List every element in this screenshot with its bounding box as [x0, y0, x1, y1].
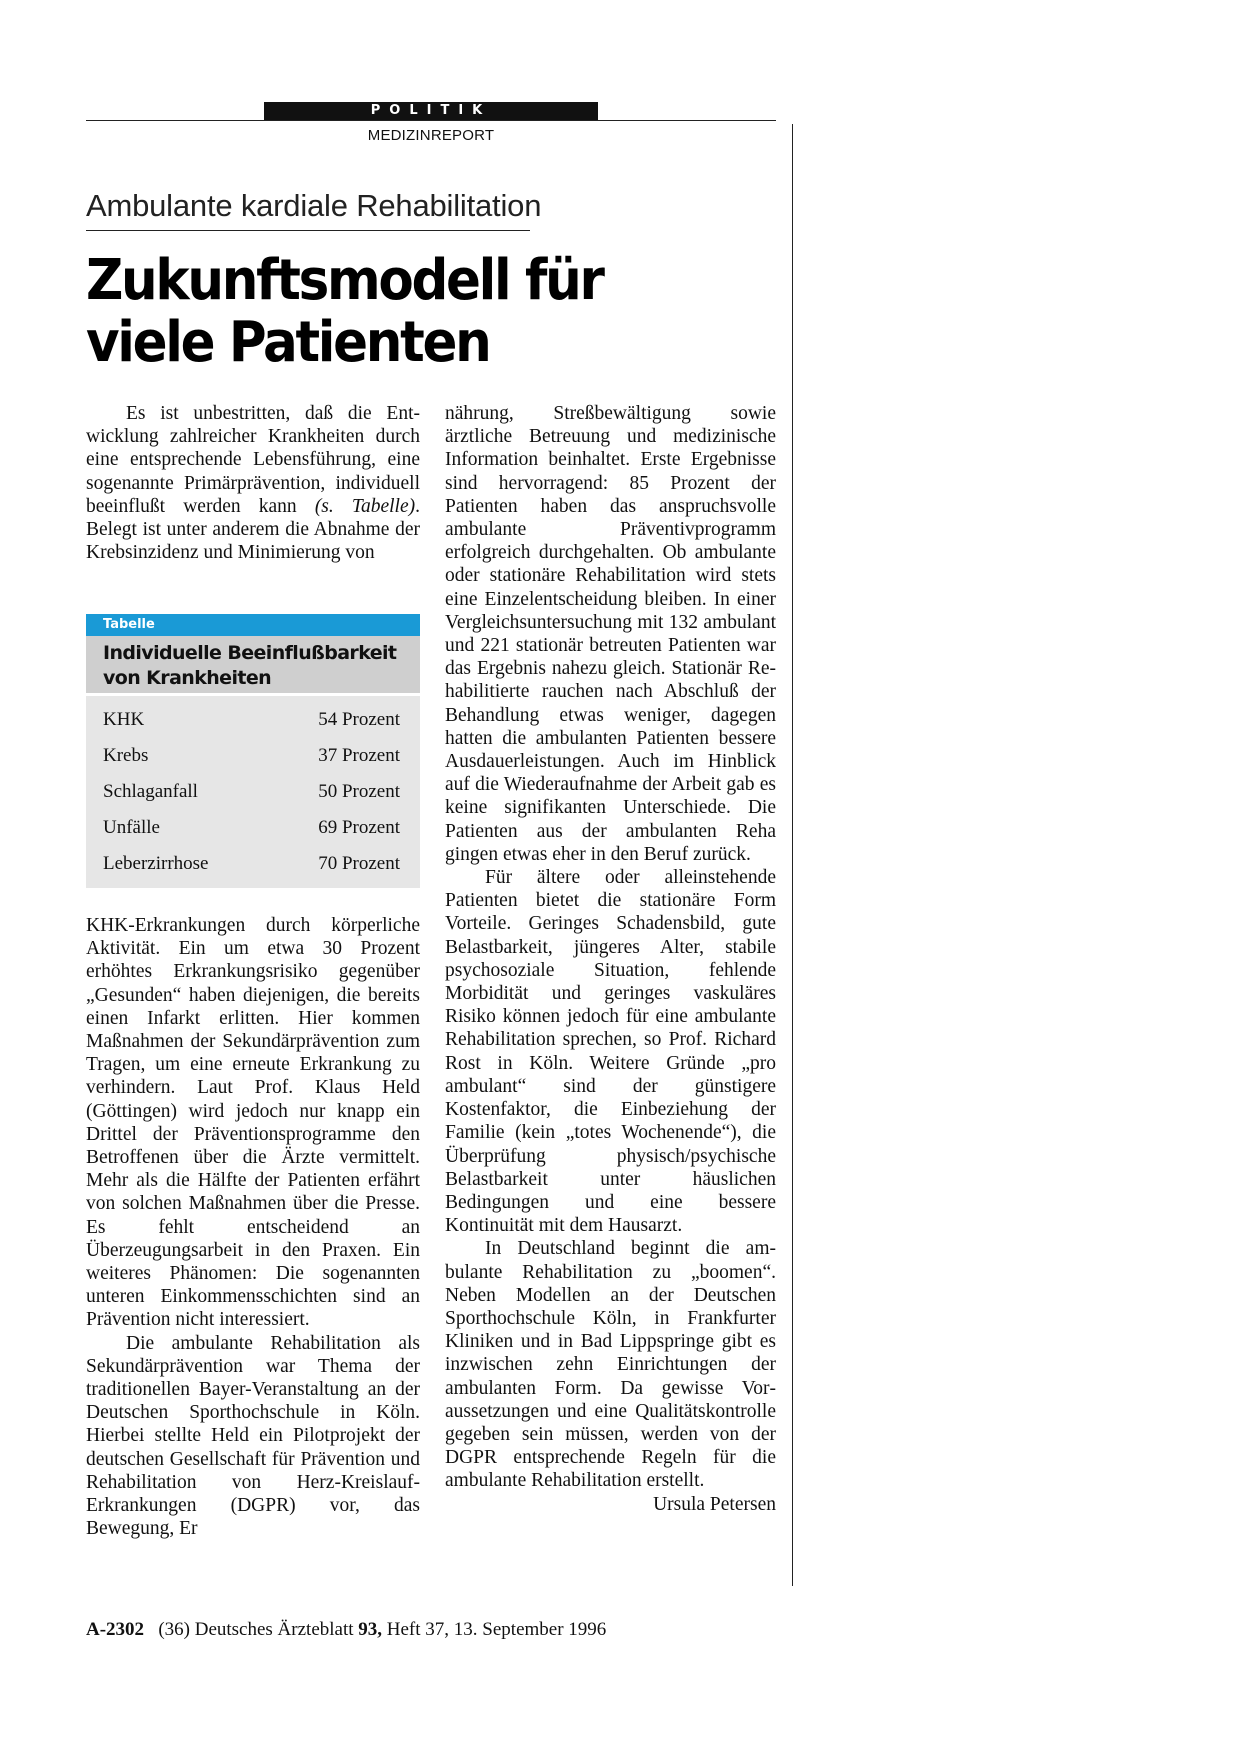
journal-name: (36) Deutsches Ärzteblatt [158, 1619, 354, 1640]
page-footer [86, 1619, 606, 1641]
paragraph-text: Es ist unbestritten, daß die Entwicklung zahlreicher Krankheiten durch eine entsprechende Lebensführung, eine sogenannte Primärprävention, individuell beeinflußt werden kann [86, 403, 420, 517]
paragraph: Für ältere oder alleinstehende Patienten bietet die stationäre Form Vorteile. Geringes Schadensbild, gute Belastbarkeit, jüngeres Alter, stabile psychosoziale Situation, fehlende Morbidität und geringes vaskuläres Risiko können jedoch für eine ambulante Rehabilitation sprechen, so Prof. Richard Rost in Köln. Weitere Gründe „pro ambulant“ sind der günstigere Kostenfaktor, die Einbeziehung der Familie (kein „totes Wochenende“), die Überprüfung physisch/psychische Belastbarkeit unter häuslichen Bedingungen und eine bessere Kontinuität mit dem Hausarzt. [445, 867, 776, 1237]
left-column-bottom [86, 914, 420, 1540]
headline-line-2: viele Patienten [86, 310, 490, 375]
volume-number: 93, [358, 1619, 383, 1640]
issue-date: Heft 37, 13. September 1996 [386, 1619, 607, 1640]
headline-line-1: Zukunftsmodell für [86, 248, 603, 313]
paragraph-text: In Deutschland beginnt die ambulante Rehabilitation zu „boomen“. Neben Modellen an der Deutschen Sporthochschule Köln, in Frankfurter Kliniken und in Bad Lippspringe gibt es inzwischen zehn Einrichtungen der ambulanten Form. Da gewisse Voraussetzungen und eine Qualitätskontrolle gegeben sein müssen, werden von der DGPR entsprechende Regeln für die ambulante Rehabilitation erstellt. [445, 1238, 776, 1492]
table-row [86, 738, 420, 774]
disease-value: 37 Prozent [318, 745, 400, 766]
disease-name: KHK [103, 709, 145, 730]
paragraph: Die ambulante Rehabilitation als Sekundärprävention war Thema der traditionellen Bayer-Veranstaltung an der Deutschen Sporthochschule in Köln. Hierbei stellte Held ein Pilotprojekt der deutschen Gesellschaft für Prävention und Rehabilitation von Herz-Kreislauf-Erkrankungen (DGPR) vor, das Bewegung, Er [86, 1332, 420, 1540]
table-tag: Tabelle [86, 614, 420, 636]
article-headline [86, 250, 656, 374]
disease-name: Krebs [103, 745, 149, 766]
author-signature: Ursula Petersen [653, 1493, 776, 1515]
table-row [86, 846, 420, 882]
table-reference: (s. Tabelle) [314, 495, 416, 517]
right-column [445, 402, 776, 1516]
paragraph-last [445, 1237, 776, 1515]
paragraph [86, 402, 420, 564]
disease-name: Leberzirrhose [103, 853, 209, 874]
table-row [86, 702, 420, 738]
header-rule [86, 120, 776, 121]
paragraph: nährung, Streßbewältigung sowie ärztliche Betreuung und medizinische Information beinhaltet. Erste Ergebnisse sind hervorragend: 85 Prozent der Patienten haben das anspruchsvolle ambulante Präventivprogramm erfolgreich durchgehalten. Ob ambulante oder stationäre Rehabilitation wird stets eine Einzelentscheidung bleiben. In einer Vergleichsuntersuchung mit 132 ambulant und 221 stationär betreuten Patienten war das Ergebnis nahezu gleich. Stationär Rehabilitierte rauchen nach Abschluß der Behandlung etwas weniger, dagegen hatten die ambulanten Patienten bessere Ausdauerleistungen. Auch im Hinblick auf die Wiederaufnahme der Arbeit gab es keine signifikanten Unterschiede. Die Patienten aus der ambulanten Reha gingen etwas eher in den Beruf zurück. [445, 403, 776, 865]
disease-value: 50 Prozent [318, 781, 400, 802]
disease-value: 69 Prozent [318, 817, 400, 838]
kicker-rule [86, 230, 530, 231]
disease-value: 54 Prozent [318, 709, 400, 730]
table-row [86, 774, 420, 810]
left-column-top [86, 402, 420, 564]
subsection-label: MEDIZINREPORT [367, 127, 495, 144]
disease-table [86, 614, 420, 888]
column-rule [792, 124, 793, 1586]
page-number: A-2302 [86, 1619, 145, 1640]
paragraph: KHK-Erkrankungen durch körperliche Aktivität. Ein um etwa 30 Prozent erhöhtes Erkrankungsrisiko gegenüber „Gesunden“ haben diejenigen, die bereits einen Infarkt erlitten. Hier kommen Maßnahmen der Sekundärprävention zum Tragen, um eine erneute Erkrankung zu verhindern. Laut Prof. Klaus Held (Göttingen) wird jedoch nur knapp ein Drittel der Präventionsprogramme den Betroffenen über die Ärzte vermittelt. Mehr als die Hälfte der Patienten erfährt von solchen Maßnahmen über die Presse. Es fehlt entscheidend an Überzeugungsarbeit in den Praxen. Ein weiteres Phänomen: Die sogenannten unteren Einkommensschichten sind an Prävention nicht interessiert. [86, 915, 420, 1331]
disease-value: 70 Prozent [318, 853, 400, 874]
table-row [86, 810, 420, 846]
disease-name: Unfälle [103, 817, 160, 838]
table-body [86, 696, 420, 888]
section-label: POLITIK [264, 102, 598, 120]
table-title: Individuelle Beeinflußbarkeit von Krankheiten [86, 636, 420, 693]
article-kicker: Ambulante kardiale Rehabilitation [86, 188, 542, 223]
paragraph-text: . Belegt ist unter anderem die Abnahme der Krebsinzidenz und Minimierung von [86, 495, 420, 564]
disease-name: Schlaganfall [103, 781, 198, 802]
